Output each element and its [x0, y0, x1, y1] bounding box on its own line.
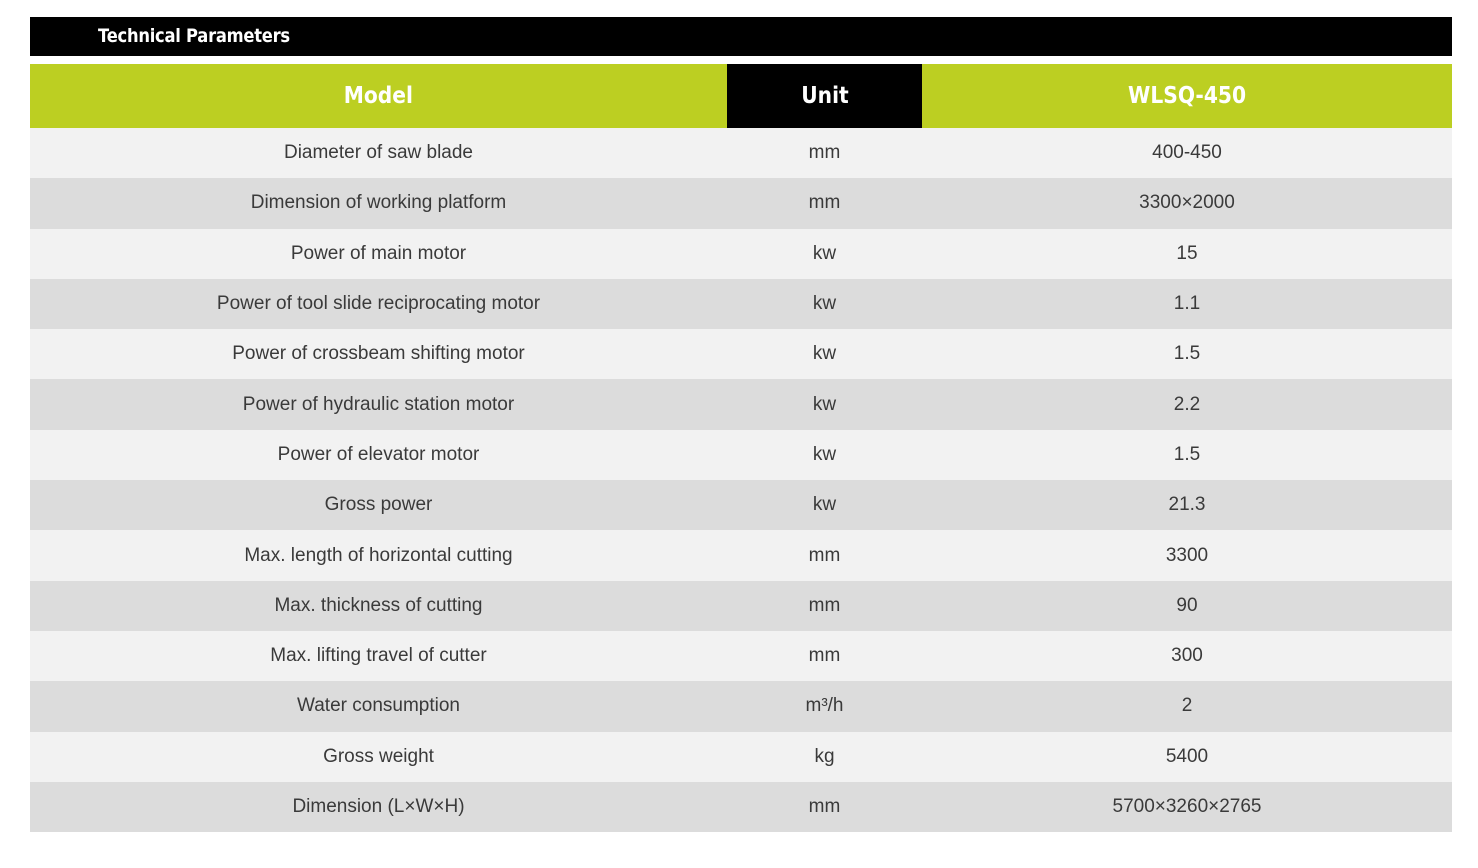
param-value: 15	[922, 229, 1452, 279]
param-name: Gross power	[30, 480, 727, 530]
param-value: 400-450	[922, 128, 1452, 178]
header-value-label: WLSQ-450	[1127, 83, 1247, 109]
param-name: Max. length of horizontal cutting	[30, 530, 727, 580]
param-value: 5400	[922, 732, 1452, 782]
header-model-value	[922, 64, 1452, 128]
param-value: 1.5	[922, 329, 1452, 379]
param-unit: kw	[727, 430, 922, 480]
param-name: Max. lifting travel of cutter	[30, 631, 727, 681]
param-name: Power of tool slide reciprocating motor	[30, 279, 727, 329]
param-unit: mm	[727, 581, 922, 631]
param-unit: m³/h	[727, 681, 922, 731]
param-value: 5700×3260×2765	[922, 782, 1452, 832]
param-unit: mm	[727, 128, 922, 178]
param-name: Power of main motor	[30, 229, 727, 279]
parameters-table-container	[30, 64, 1452, 832]
param-unit: kw	[727, 379, 922, 429]
param-unit: kg	[727, 732, 922, 782]
param-value: 1.5	[922, 430, 1452, 480]
table-row	[30, 128, 1452, 178]
param-value: 2.2	[922, 379, 1452, 429]
table-row	[30, 430, 1452, 480]
param-value: 3300	[922, 530, 1452, 580]
param-name: Dimension of working platform	[30, 178, 727, 228]
param-unit: kw	[727, 279, 922, 329]
header-model	[30, 64, 727, 128]
param-value: 21.3	[922, 480, 1452, 530]
param-value: 1.1	[922, 279, 1452, 329]
param-name: Power of elevator motor	[30, 430, 727, 480]
table-row	[30, 379, 1452, 429]
param-unit: mm	[727, 631, 922, 681]
param-name: Power of crossbeam shifting motor	[30, 329, 727, 379]
header-unit	[727, 64, 922, 128]
param-unit: mm	[727, 530, 922, 580]
table-row	[30, 329, 1452, 379]
table-row	[30, 279, 1452, 329]
param-name: Gross weight	[30, 732, 727, 782]
table-row	[30, 732, 1452, 782]
param-unit: kw	[727, 480, 922, 530]
param-unit: mm	[727, 782, 922, 832]
param-unit: kw	[727, 229, 922, 279]
param-value: 2	[922, 681, 1452, 731]
param-unit: mm	[727, 178, 922, 228]
table-row	[30, 631, 1452, 681]
param-name: Diameter of saw blade	[30, 128, 727, 178]
param-value: 3300×2000	[922, 178, 1452, 228]
param-unit: kw	[727, 329, 922, 379]
table-header-row	[30, 64, 1452, 128]
title-bar	[30, 17, 1452, 56]
parameters-table	[30, 64, 1452, 832]
table-row	[30, 581, 1452, 631]
header-model-label: Model	[343, 83, 414, 109]
table-row	[30, 782, 1452, 832]
table-row	[30, 229, 1452, 279]
page-title: Technical Parameters	[98, 25, 290, 47]
header-unit-label: Unit	[800, 83, 849, 109]
param-value: 90	[922, 581, 1452, 631]
param-name: Water consumption	[30, 681, 727, 731]
table-row	[30, 178, 1452, 228]
param-name: Power of hydraulic station motor	[30, 379, 727, 429]
table-row	[30, 480, 1452, 530]
table-row	[30, 681, 1452, 731]
param-name: Max. thickness of cutting	[30, 581, 727, 631]
table-row	[30, 530, 1452, 580]
param-value: 300	[922, 631, 1452, 681]
param-name: Dimension (L×W×H)	[30, 782, 727, 832]
